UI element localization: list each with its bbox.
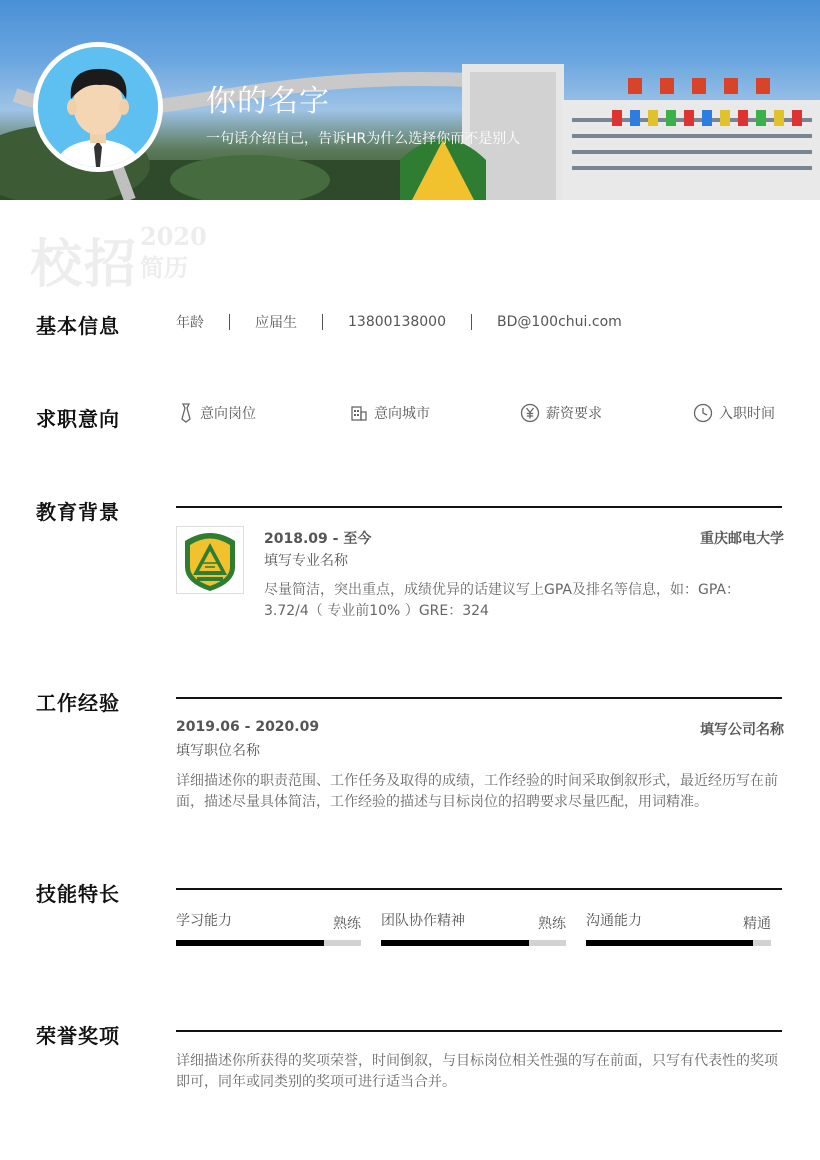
skill-name: 学习能力 [176,913,232,929]
section-title-skills: 技能特长 [36,882,120,906]
intent-city [350,403,430,423]
skill-level: 熟练 [333,916,361,932]
intent-start [693,403,775,423]
section-title-basic: 基本信息 [36,314,120,338]
divider [322,314,323,330]
watermark-sub: 简历 [140,253,188,282]
section-rule-education [176,506,782,508]
candidate-tagline: 一句话介绍自己，告诉HR为什么选择你而不是别人 [206,131,521,147]
honors-description: 详细描述你所获得的奖项荣誉，时间倒叙，与目标岗位相关性强的写在前面，只写有代表性的奖项即可，同年或同类别的奖项可进行适当合并。 [176,1053,778,1090]
intent-position [178,403,256,423]
watermark-year: 2020 [140,222,207,251]
yuan-icon [520,403,540,423]
skill-bar-fill [381,940,529,946]
work-title: 填写职位名称 [176,743,260,759]
intent-salary [520,403,602,423]
basic-phone: 13800138000 [348,314,446,330]
work-date: 2019.06 - 2020.09 [176,719,320,735]
avatar[interactable] [33,42,163,172]
section-title-honors: 荣誉奖项 [36,1024,120,1048]
education-description: 尽量简洁，突出重点，成绩优异的话建议写上GPA及排名等信息，如：GPA：3.72/4（ 专业前10% ）GRE：324 [264,582,740,619]
skill-bar-fill [176,940,324,946]
work-description: 详细描述你的职责范围、工作任务及取得的成绩，工作经验的时间采取倒叙形式，最近经历写在前面，描述尽量具体简洁，工作经验的描述与目标岗位的招聘要求尽量匹配，用词精准。 [176,773,778,810]
skill-item [586,910,771,950]
avatar-face-icon [38,47,158,167]
intent-city-label: 意向城市 [374,406,430,422]
candidate-name: 你的名字 [206,84,330,119]
building-icon [350,404,368,422]
section-title-education: 教育背景 [36,500,120,524]
skill-item [381,910,566,950]
skill-level: 熟练 [538,916,566,932]
skill-bar-track [381,940,566,946]
education-major: 填写专业名称 [264,553,348,569]
skill-level: 精通 [743,916,771,932]
intent-position-label: 意向岗位 [200,406,256,422]
basic-status: 应届生 [255,315,297,331]
section-rule-honors [176,1030,782,1032]
work-company: 填写公司名称 [700,722,784,738]
intent-salary-label: 薪资要求 [546,406,602,422]
header-banner [0,0,820,200]
school-emblem-icon [177,527,243,593]
education-date: 2018.09 - 至今 [264,531,372,547]
divider [229,314,230,330]
skill-bar-track [176,940,361,946]
watermark-main: 校招 [30,234,139,295]
skill-name: 团队协作精神 [381,913,465,929]
section-rule-skills [176,888,782,890]
school-logo [176,526,244,594]
avatar-illustration [38,47,158,167]
section-title-intent: 求职意向 [36,407,120,431]
basic-age: 年龄 [176,315,204,331]
tie-icon [178,403,194,423]
skill-bar-fill [586,940,753,946]
clock-icon [693,403,713,423]
basic-email: BD@100chui.com [496,314,622,330]
skill-bar-track [586,940,771,946]
section-title-work: 工作经验 [36,691,120,715]
education-school: 重庆邮电大学 [700,531,784,547]
skill-item [176,910,361,950]
divider [471,314,472,330]
basic-info-row [176,312,622,332]
intent-start-label: 入职时间 [719,406,775,422]
section-rule-work [176,697,782,699]
skill-name: 沟通能力 [586,913,642,929]
